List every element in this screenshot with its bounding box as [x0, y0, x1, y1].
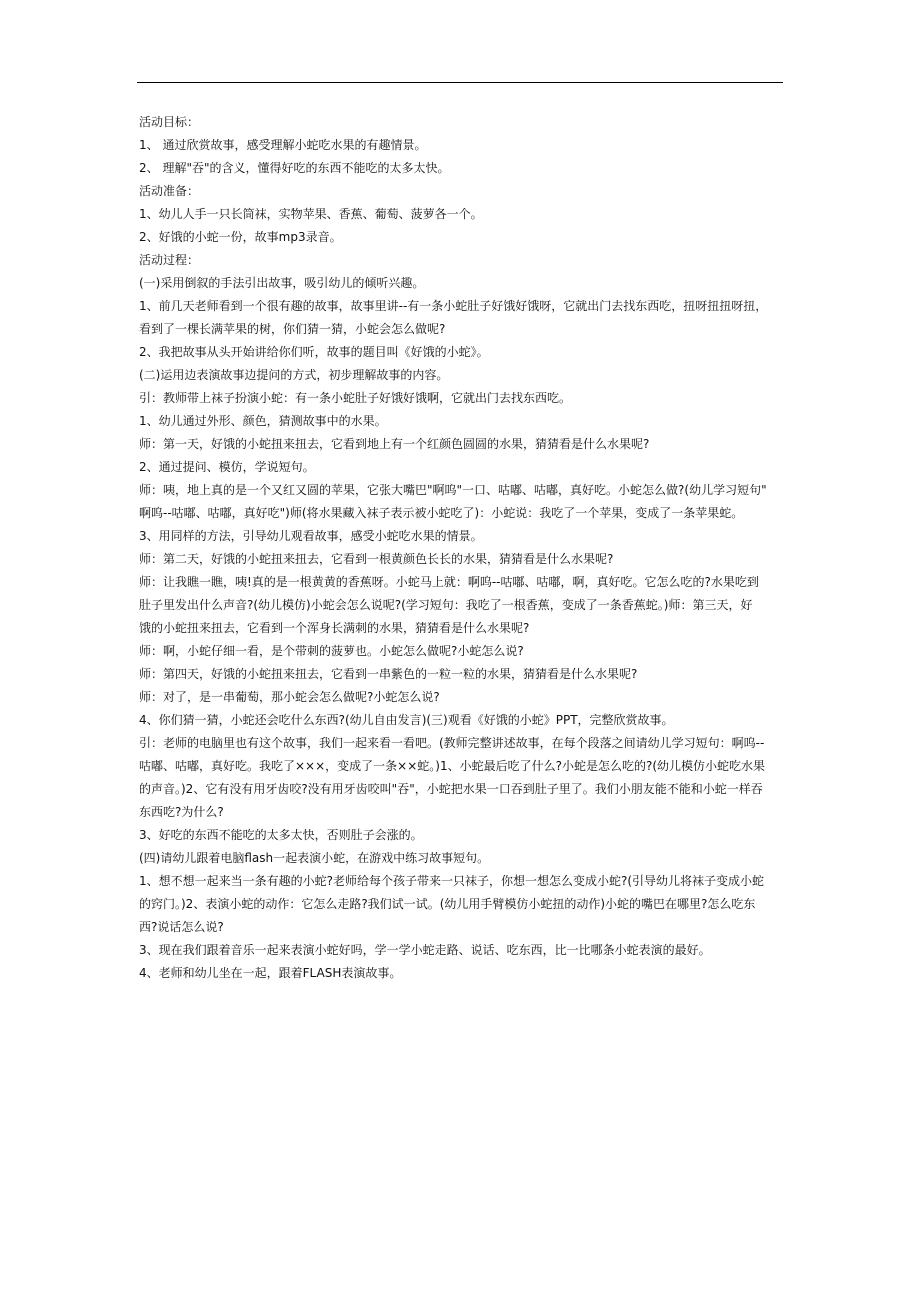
text-line: 2、我把故事从头开始讲给你们听，故事的题目叫《好饿的小蛇》。	[139, 345, 489, 359]
text-line: 的窍门。)2、表演小蛇的动作：它怎么走路?我们试一试。(幼儿用手臂模仿小蛇扭的动作)小蛇的嘴巴在哪里?怎么吃东	[139, 897, 756, 911]
text-line: 2、好饿的小蛇一份，故事mp3录音。	[139, 230, 342, 244]
text-line: 的声音。)2、它有没有用牙齿咬?没有用牙齿咬叫"吞"，小蛇把水果一口吞到肚子里了。我们小朋友能不能和小蛇一样吞	[139, 782, 763, 796]
text-line: 师：第二天，好饿的小蛇扭来扭去，它看到一根黄颜色长长的水果，猜猜看是什么水果呢?	[139, 552, 614, 566]
text-line: 2、 理解"吞"的含义，懂得好吃的东西不能吃的太多太快。	[139, 161, 450, 175]
text-line: 啊呜--咕嘟、咕嘟，真好吃")师(将水果藏入袜子表示被小蛇吃了)：小蛇说：我吃了一个苹果，变成了一条苹果蛇。	[139, 506, 744, 520]
text-line: 引：教师带上袜子扮演小蛇：有一条小蛇肚子好饿好饿啊，它就出门去找东西吃。	[139, 391, 572, 405]
text-line: 东西吃?为什么?	[139, 805, 224, 819]
text-line: 师：咦，地上真的是一个又红又圆的苹果，它张大嘴巴"啊呜"一口、咕嘟、咕嘟，真好吃。小蛇怎么做?(幼儿学习短句"	[139, 483, 767, 497]
text-line: 3、现在我们跟着音乐一起来表演小蛇好吗，学一学小蛇走路、说话、吃东西，比一比哪条小蛇表演的最好。	[139, 943, 711, 957]
text-line: 师：第四天，好饿的小蛇扭来扭去，它看到一串紫色的一粒一粒的水果，猜猜看是什么水果呢?	[139, 667, 638, 681]
text-line: 活动目标：	[139, 115, 200, 129]
text-line: 咕嘟、咕嘟，真好吃。我吃了×××，变成了一条××蛇。)1、小蛇最后吃了什么?小蛇是怎么吃的?(幼儿模仿小蛇吃水果	[139, 759, 766, 773]
text-line: 1、前几天老师看到一个很有趣的故事，故事里讲--有一条小蛇肚子好饿好饿呀，它就出门去找东西吃，扭呀扭扭呀扭，	[139, 299, 768, 313]
text-line: 3、用同样的方法，引导幼儿观看故事，感受小蛇吃水果的情景。	[139, 529, 483, 543]
text-line: 4、你们猜一猜，小蛇还会吃什么东西?(幼儿自由发言)(三)观看《好饿的小蛇》PPT，完整欣赏故事。	[139, 713, 674, 727]
document-body	[139, 111, 787, 985]
text-line: 1、 通过欣赏故事，感受理解小蛇吃水果的有趣情景。	[139, 138, 427, 152]
text-line: 1、想不想一起来当一条有趣的小蛇?老师给每个孩子带来一只袜子，你想一想怎么变成小蛇?(引导幼儿将袜子变成小蛇	[139, 874, 765, 888]
text-line: 肚子里发出什么声音?(幼儿模仿)小蛇会怎么说呢?(学习短句：我吃了一根香蕉，变成了一条香蕉蛇。)师：第三天，好	[139, 598, 753, 612]
text-line: 4、老师和幼儿坐在一起，跟着FLASH表演故事。	[139, 966, 402, 980]
text-line: 引：老师的电脑里也有这个故事，我们一起来看一看吧。(教师完整讲述故事，在每个段落之间请幼儿学习短句：啊呜--	[139, 736, 765, 750]
text-line: 师：对了，是一串葡萄，那小蛇会怎么做呢?小蛇怎么说?	[139, 690, 440, 704]
text-line: (四)请幼儿跟着电脑flash一起表演小蛇，在游戏中练习故事短句。	[139, 851, 490, 865]
text-line: (一)采用倒叙的手法引出故事，吸引幼儿的倾听兴趣。	[139, 276, 425, 290]
text-line: 2、通过提问、模仿，学说短句。	[139, 460, 315, 474]
text-line: 1、幼儿通过外形、颜色，猜测故事中的水果。	[139, 414, 387, 428]
text-line: 活动准备：	[139, 184, 200, 198]
text-line: 师：让我瞧一瞧，咦!真的是一根黄黄的香蕉呀。小蛇马上就：啊呜--咕嘟、咕嘟，啊，真好吃。它怎么吃的?水果吃到	[139, 575, 759, 589]
text-line: 饿的小蛇扭来扭去，它看到一个浑身长满刺的水果，猜猜看是什么水果呢?	[139, 621, 530, 635]
text-line: 师：第一天，好饿的小蛇扭来扭去，它看到地上有一个红颜色圆圆的水果，猜猜看是什么水果呢?	[139, 437, 650, 451]
text-line: 师：啊，小蛇仔细一看，是个带刺的菠萝也。小蛇怎么做呢?小蛇怎么说?	[139, 644, 524, 658]
text-line: (二)运用边表演故事边提问的方式，初步理解故事的内容。	[139, 368, 449, 382]
text-line: 活动过程：	[139, 253, 200, 267]
text-line: 看到了一棵长满苹果的树，你们猜一猜，小蛇会怎么做呢?	[139, 322, 446, 336]
text-line: 3、好吃的东西不能吃的太多太快，否则肚子会涨的。	[139, 828, 423, 842]
text-line: 1、幼儿人手一只长筒袜，实物苹果、香蕉、葡萄、菠萝各一个。	[139, 207, 483, 221]
text-line: 西?说话怎么说?	[139, 920, 224, 934]
header-rule	[137, 82, 783, 83]
